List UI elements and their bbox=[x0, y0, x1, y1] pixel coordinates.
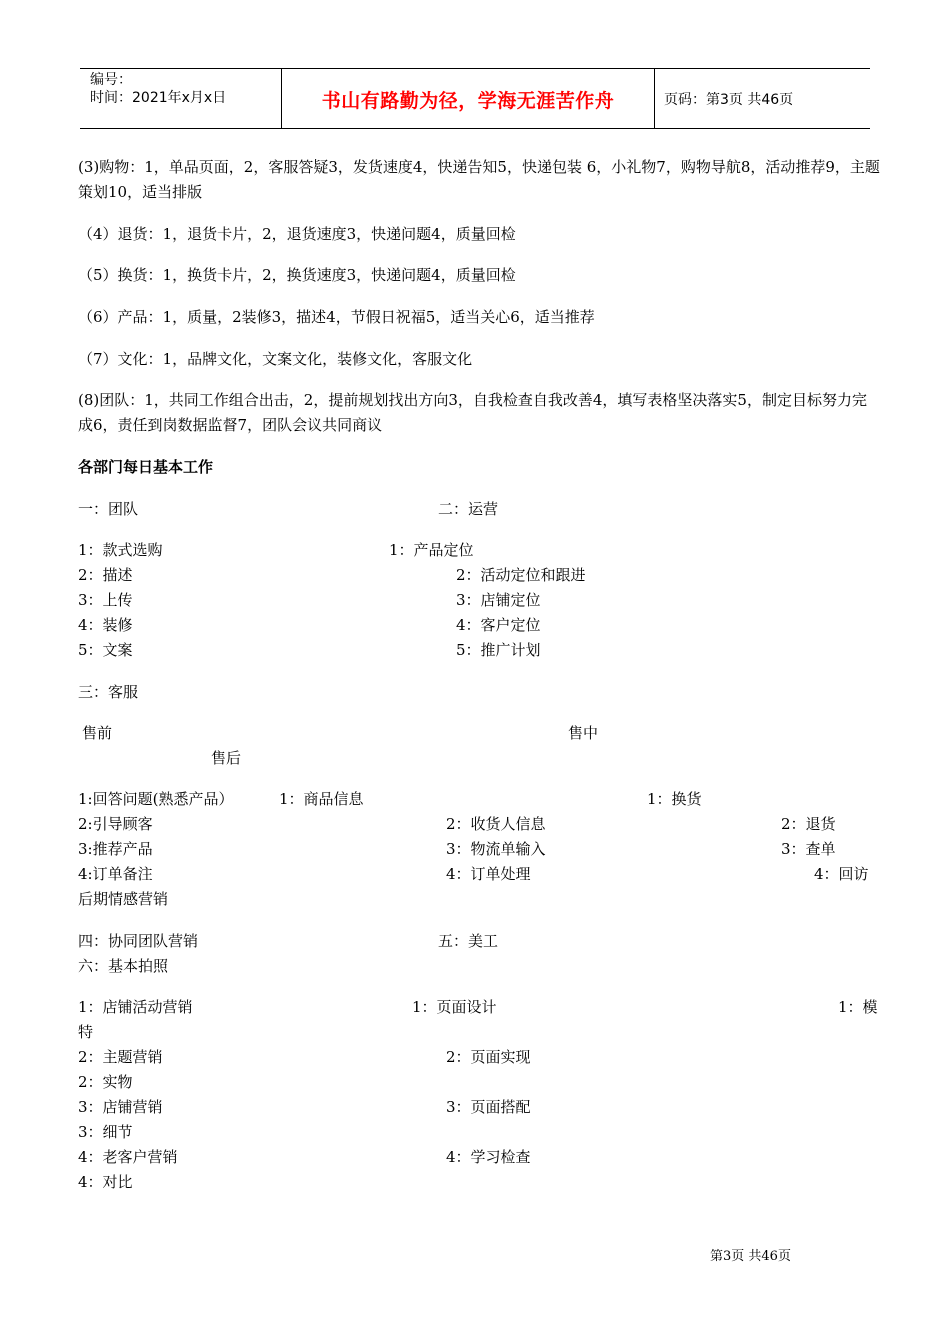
sec4-item: 3：店铺营销 bbox=[78, 1098, 163, 1116]
paragraph-shopping: (3)购物：1，单品页面，2，客服答疑3，发货速度4，快递告知5，快递包装 6，小礼物7，购物导航8，活动推荐9，主题策划10，适当排版 bbox=[78, 158, 880, 201]
team-item: 1：款式选购 bbox=[78, 541, 163, 559]
paragraph-returns: （4）退货：1，退货卡片，2，退货速度3，快递问题4，质量回检 bbox=[78, 225, 516, 243]
cs-post-item: 3：查单 bbox=[781, 840, 836, 858]
sec5-item: 1：页面设计 bbox=[412, 998, 497, 1016]
sec6-item-continued: 特 bbox=[78, 1023, 94, 1041]
cs-mid-item: 3：物流单输入 bbox=[446, 840, 546, 858]
sec5-title: 五：美工 bbox=[438, 932, 499, 950]
cs-post-item: 4：回访 bbox=[814, 865, 869, 883]
section-heading: 各部门每日基本工作 bbox=[78, 458, 214, 476]
sec6-item: 3：细节 bbox=[78, 1123, 133, 1141]
page-footer: 第3页 共46页 bbox=[710, 1249, 791, 1264]
cs-pre-item: 2:引导顾客 bbox=[78, 815, 153, 833]
cs-mid-label: 售中 bbox=[568, 724, 599, 742]
cs-post-item: 2：退货 bbox=[781, 815, 836, 833]
header-page-number: 页码：第3页 共46页 bbox=[664, 92, 794, 108]
team-item: 2：描述 bbox=[78, 566, 133, 584]
sec6-item: 4：对比 bbox=[78, 1173, 133, 1191]
paragraph-exchange: （5）换货：1，换货卡片，2，换货速度3，快递问题4，质量回检 bbox=[78, 266, 516, 284]
ops-item: 4：客户定位 bbox=[456, 616, 541, 634]
ops-item: 3：店铺定位 bbox=[456, 591, 541, 609]
cs-pre-item: 3:推荐产品 bbox=[78, 840, 153, 858]
sec4-title: 四：协同团队营销 bbox=[78, 932, 199, 950]
team-title: 一：团队 bbox=[78, 500, 139, 518]
cs-title: 三：客服 bbox=[78, 683, 139, 701]
sec6-title: 六：基本拍照 bbox=[78, 957, 169, 975]
cs-mid-item: 2：收货人信息 bbox=[446, 815, 546, 833]
sec5-item: 4：学习检查 bbox=[446, 1148, 531, 1166]
cs-post-label: 售后 bbox=[211, 749, 242, 767]
cs-post-item: 1：换货 bbox=[647, 790, 702, 808]
cs-mid-item: 1：商品信息 bbox=[279, 790, 364, 808]
number-label: 编号： bbox=[90, 72, 132, 88]
team-item: 5：文案 bbox=[78, 641, 133, 659]
ops-item: 1：产品定位 bbox=[389, 541, 474, 559]
cs-pre-label: 售前 bbox=[82, 724, 113, 742]
team-item: 3：上传 bbox=[78, 591, 133, 609]
header-meta bbox=[90, 71, 226, 107]
cs-pre-item: 1:回答问题(熟悉产品） bbox=[78, 790, 234, 808]
ops-item: 5：推广计划 bbox=[456, 641, 541, 659]
header-motto: 书山有路勤为径，学海无涯苦作舟 bbox=[321, 90, 615, 112]
sec6-item: 2：实物 bbox=[78, 1073, 133, 1091]
sec5-item: 3：页面搭配 bbox=[446, 1098, 531, 1116]
cs-mid-item: 4：订单处理 bbox=[446, 865, 531, 883]
paragraph-culture: （7）文化：1，品牌文化，文案文化，装修文化，客服文化 bbox=[78, 350, 473, 368]
sec4-item: 4：老客户营销 bbox=[78, 1148, 178, 1166]
sec4-item: 2：主题营销 bbox=[78, 1048, 163, 1066]
ops-item: 2：活动定位和跟进 bbox=[456, 566, 586, 584]
sec5-item: 2：页面实现 bbox=[446, 1048, 531, 1066]
ops-title: 二：运营 bbox=[438, 500, 499, 518]
page-header bbox=[80, 68, 870, 129]
paragraph-product: （6）产品：1，质量，2装修3，描述4，节假日祝福5，适当关心6，适当推荐 bbox=[78, 308, 595, 326]
sec4-item: 1：店铺活动营销 bbox=[78, 998, 193, 1016]
time-label: 时间：2021年x月x日 bbox=[90, 90, 227, 106]
sec6-item: 1：模 bbox=[838, 998, 878, 1016]
cs-pre-item: 4:订单备注 bbox=[78, 865, 153, 883]
paragraph-team: (8)团队：1，共同工作组合出击，2，提前规划找出方向3，自我检查自我改善4，填写表格坚决落实5，制定目标努力完成6，责任到岗数据监督7，团队会议共同商议 bbox=[78, 391, 867, 434]
header-divider bbox=[654, 68, 655, 129]
team-item: 4：装修 bbox=[78, 616, 133, 634]
cs-post-item-continued: 后期情感营销 bbox=[78, 890, 169, 908]
